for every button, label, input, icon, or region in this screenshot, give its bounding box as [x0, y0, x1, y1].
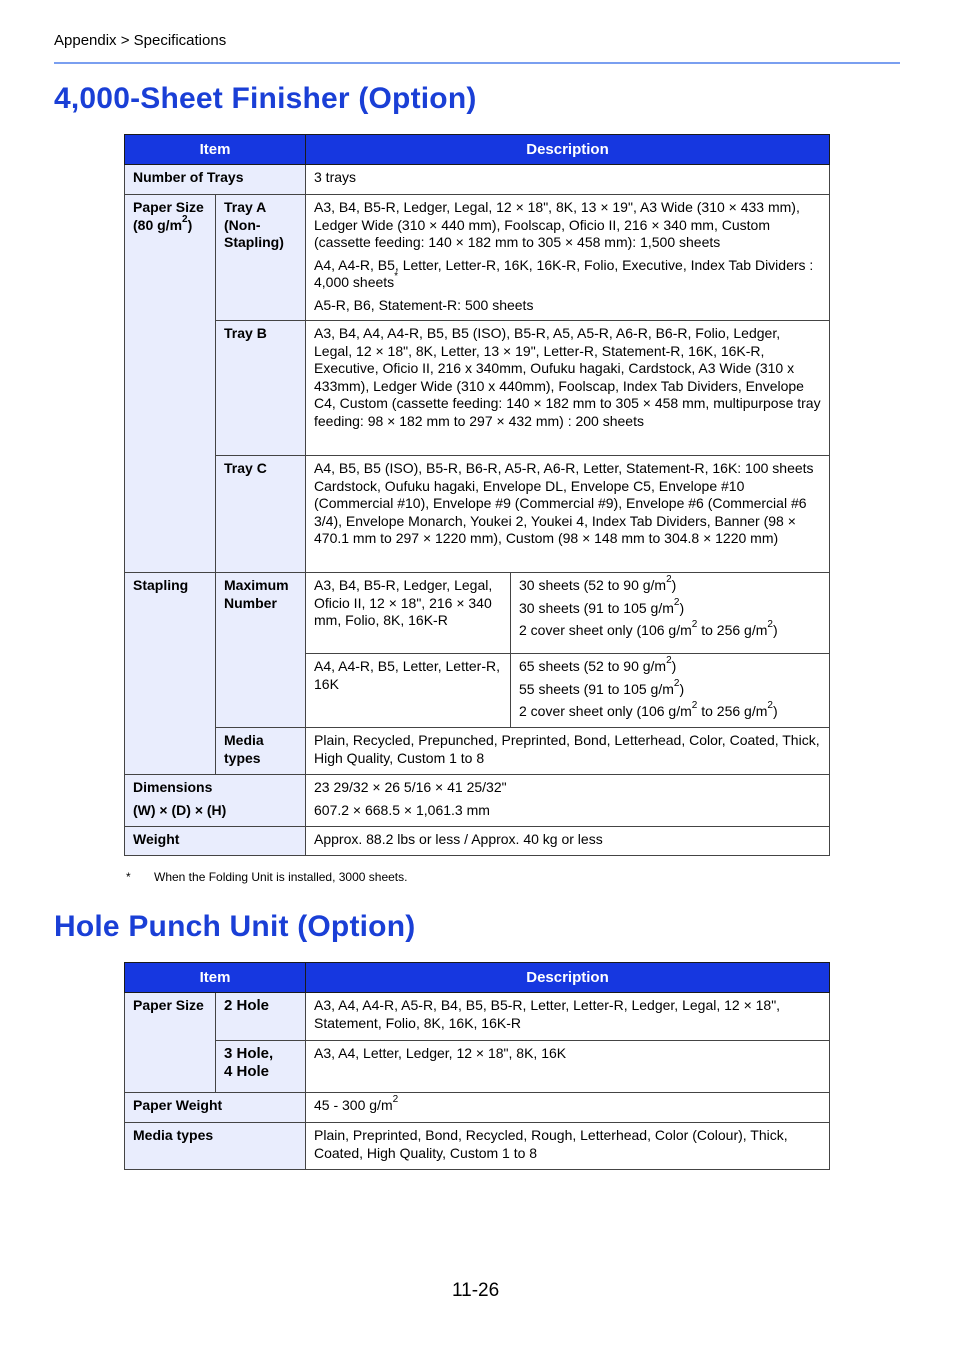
table-header-row — [125, 135, 830, 165]
stapling-capacity-group-2 — [511, 654, 830, 728]
two-hole-description: A3, A4, A4-R, A5-R, B4, B5, B5-R, Letter, Letter-R, Ledger, Legal, 12 × 18", Statement, Folio, 8K, 16K, 16K-R — [306, 993, 830, 1041]
table-row — [125, 1041, 830, 1093]
dimensions-inch: 23 29/32 × 26 5/16 × 41 25/32" — [314, 779, 507, 795]
dimensions-mm: 607.2 × 668.5 × 1,061.3 mm — [314, 801, 490, 818]
header-item: Item — [125, 135, 306, 165]
table-header-row — [125, 963, 830, 993]
two-hole-label: 2 Hole — [216, 993, 306, 1041]
row-value-media-types: Plain, Preprinted, Bond, Recycled, Rough, Letterhead, Color (Colour), Thick, Coated, High Quality, Custom 1 to 8 — [306, 1123, 830, 1170]
section-title-finisher: 4,000-Sheet Finisher (Option) — [54, 82, 477, 115]
tray-a-line-1: A3, B4, B5-R, Ledger, Legal, 12 × 18", 8K, 13 × 19", A3 Wide (310 × 433 mm), Ledger Wide (310 × 440 mm), Foolscap, Oficio II, 216 × 340 mm, Custom (cassette feeding: 140 × 182 mm to 305 × 458 mm): 1,500 sheets — [314, 199, 800, 250]
tray-a-description — [306, 195, 830, 321]
stapling-sizes-group-2: A4, A4-R, B5, Letter, Letter-R, 16K — [306, 654, 511, 728]
page-number: 11-26 — [452, 1280, 500, 1301]
paper-size-weight-label: (80 $g/m^2$) — [133, 213, 193, 233]
header-description: Description — [306, 963, 830, 993]
row-label-media-types: Media types — [125, 1123, 306, 1170]
row-value-number-of-trays: 3 trays — [306, 165, 830, 195]
section-title-hole-punch: Hole Punch Unit (Option) — [54, 910, 416, 943]
finisher-spec-table — [124, 134, 830, 856]
table-row — [125, 1093, 830, 1123]
capacity-line: 2 cover sheet only (106 $g/m^2$ to 256 $g/m^2$) — [519, 619, 778, 638]
row-label-number-of-trays: Number of Trays — [125, 165, 306, 195]
tray-a-label: Tray A (Non- Stapling) — [216, 195, 306, 321]
row-label-paper-size: Paper Size — [125, 993, 216, 1093]
tray-c-label: Tray C — [216, 456, 306, 573]
footnote-mark: * — [126, 870, 131, 884]
breadcrumb: Appendix > Specifications — [54, 32, 227, 49]
row-label-dimensions: Dimensions (W) × (D) × (H) — [125, 775, 306, 827]
header-description: Description — [306, 135, 830, 165]
capacity-line: 30 sheets (91 to 105 $g/m^2$) — [519, 596, 685, 616]
row-value-weight: Approx. 88.2 lbs or less / Approx. 40 kg or less — [306, 827, 830, 856]
header-item: Item — [125, 963, 306, 993]
tray-b-description: A3, B4, A4, A4-R, B5, B5 (ISO), B5-R, A5, A5-R, A6-R, B6-R, Folio, Ledger, Legal, 12 × 18", 8K, Letter, 13 × 19", Letter-R, Statement-R, 16K, 16K-R, Executive, Oficio II, 216 x 340mm, Oufuku hagaki, Cardstock, A3 Wide (310 x 433mm), Ledger Wide (310 x 440mm), Foolscap, Index Tab Dividers, Envelope C4, Custom (cassette feeding: 140 × 182 mm to 305 × 458 mm, multipurpose tray feeding: 98 × 182 mm to 297 × 432 mm) : 200 sheets — [306, 321, 830, 456]
row-label-paper-size — [125, 195, 216, 573]
footnote — [126, 870, 407, 884]
table-row — [125, 573, 830, 654]
footnote-mark: * — [394, 271, 399, 283]
row-label-stapling: Stapling — [125, 573, 216, 775]
table-row — [125, 827, 830, 856]
table-row — [125, 993, 830, 1041]
table-row — [125, 321, 830, 456]
table-row — [125, 728, 830, 775]
stapling-media-types: Plain, Recycled, Prepunched, Preprinted, Bond, Letterhead, Color, Coated, Thick, High Quality, Custom 1 to 8 — [306, 728, 830, 775]
footnote-text: When the Folding Unit is installed, 3000 sheets. — [154, 870, 408, 884]
table-row — [125, 775, 830, 827]
row-value-paper-weight: 45 - 300 $g/m^2$ — [306, 1093, 830, 1123]
tray-c-description: A4, B5, B5 (ISO), B5-R, B6-R, A5-R, A6-R, Letter, Statement-R, 16K: 100 sheets Cardstock, Oufuku hagaki, Envelope DL, Envelope C5, Envelope #10 (Commercial #10), Envelope #9 (Commercial #9), Envelope #6 (Commercial #6 3/4), Envelope Monarch, Youkei 2, Youkei 4, Index Tab Dividers, Banner (98 × 470.1 mm to 297 × 1220 mm), Custom (98 × 148 mm to 304.8 × 1220 mm) — [306, 456, 830, 573]
table-row — [125, 195, 830, 321]
capacity-line: 2 cover sheet only (106 $g/m^2$ to 256 $g/m^2$) — [519, 700, 778, 719]
row-label-paper-weight: Paper Weight — [125, 1093, 306, 1123]
paper-size-label: Paper Size — [133, 199, 204, 215]
three-four-hole-label: 3 Hole, 4 Hole — [216, 1041, 306, 1093]
capacity-line: 30 sheets (52 to 90 $g/m^2$) — [519, 574, 677, 593]
maximum-number-label: Maximum Number — [216, 573, 306, 728]
three-four-hole-description: A3, A4, Letter, Ledger, 12 × 18", 8K, 16K — [306, 1041, 830, 1093]
stapling-sizes-group-1: A3, B4, B5-R, Ledger, Legal, Oficio II, 12 × 18", 216 × 340 mm, Folio, 8K, 16K-R — [306, 573, 511, 654]
row-value-dimensions — [306, 775, 830, 827]
hole-punch-spec-table — [124, 962, 830, 1170]
header-divider — [54, 62, 900, 64]
capacity-line: 65 sheets (52 to 90 $g/m^2$) — [519, 655, 677, 674]
capacity-line: 55 sheets (91 to 105 $g/m^2$) — [519, 677, 685, 697]
table-row — [125, 165, 830, 195]
tray-a-line-2: A4, A4-R, B5, Letter, Letter-R, 16K, 16K-R, Folio, Executive, Index Tab Dividers : 4,000 sheets* — [314, 256, 814, 290]
tray-a-line-3: A5-R, B6, Statement-R: 500 sheets — [314, 296, 534, 313]
tray-b-label: Tray B — [216, 321, 306, 456]
media-types-label: Media types — [216, 728, 306, 775]
row-label-weight: Weight — [125, 827, 306, 856]
table-row — [125, 1123, 830, 1170]
stapling-capacity-group-1 — [511, 573, 830, 654]
table-row — [125, 456, 830, 573]
